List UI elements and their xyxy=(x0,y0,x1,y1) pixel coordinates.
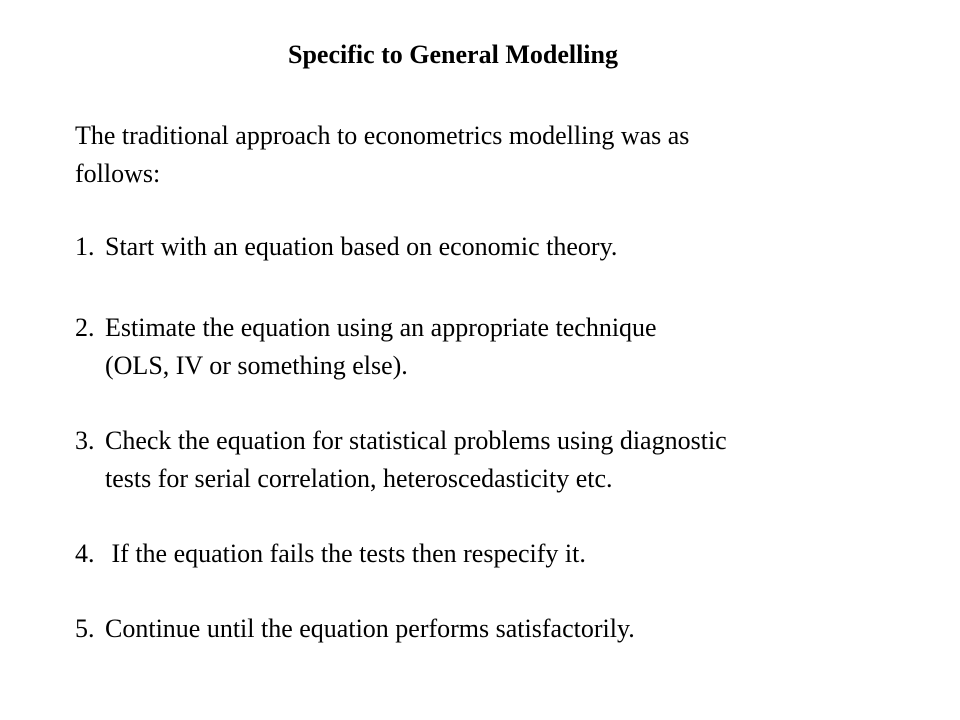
intro-line-1: The traditional approach to econometrics modelling was as xyxy=(75,121,690,150)
list-item-text: Estimate the equation using an appropriate technique xyxy=(105,313,657,342)
list-item-continuation: (OLS, IV or something else). xyxy=(105,351,408,380)
list-item-text: If the equation fails the tests then respecify it. xyxy=(105,539,586,568)
list-item-number: 1. xyxy=(75,232,95,261)
list-item-line xyxy=(75,228,905,266)
list-item-number: 4. xyxy=(75,539,95,568)
list-item-number: 5. xyxy=(75,614,95,643)
list-item-2 xyxy=(75,309,905,385)
list-item-line xyxy=(75,610,905,648)
list-item-1 xyxy=(75,228,905,266)
list-item-4 xyxy=(75,535,905,573)
list-item-number: 3. xyxy=(75,426,95,455)
list-item-line xyxy=(75,309,905,347)
list-item-3 xyxy=(75,422,905,498)
list-item-text: Start with an equation based on economic theory. xyxy=(105,232,618,261)
intro-paragraph xyxy=(75,117,905,193)
list-item-line xyxy=(75,422,905,460)
slide-title: Specific to General Modelling xyxy=(287,40,618,69)
list-item-text: Check the equation for statistical problems using diagnostic xyxy=(105,426,727,455)
list-item-line xyxy=(75,535,905,573)
list-item-continuation: tests for serial correlation, heteroscedasticity etc. xyxy=(105,464,613,493)
intro-line-2: follows: xyxy=(75,159,161,188)
list-item-5 xyxy=(75,610,905,648)
list-item-number: 2. xyxy=(75,313,95,342)
list-item-text: Continue until the equation performs satisfactorily. xyxy=(105,614,635,643)
